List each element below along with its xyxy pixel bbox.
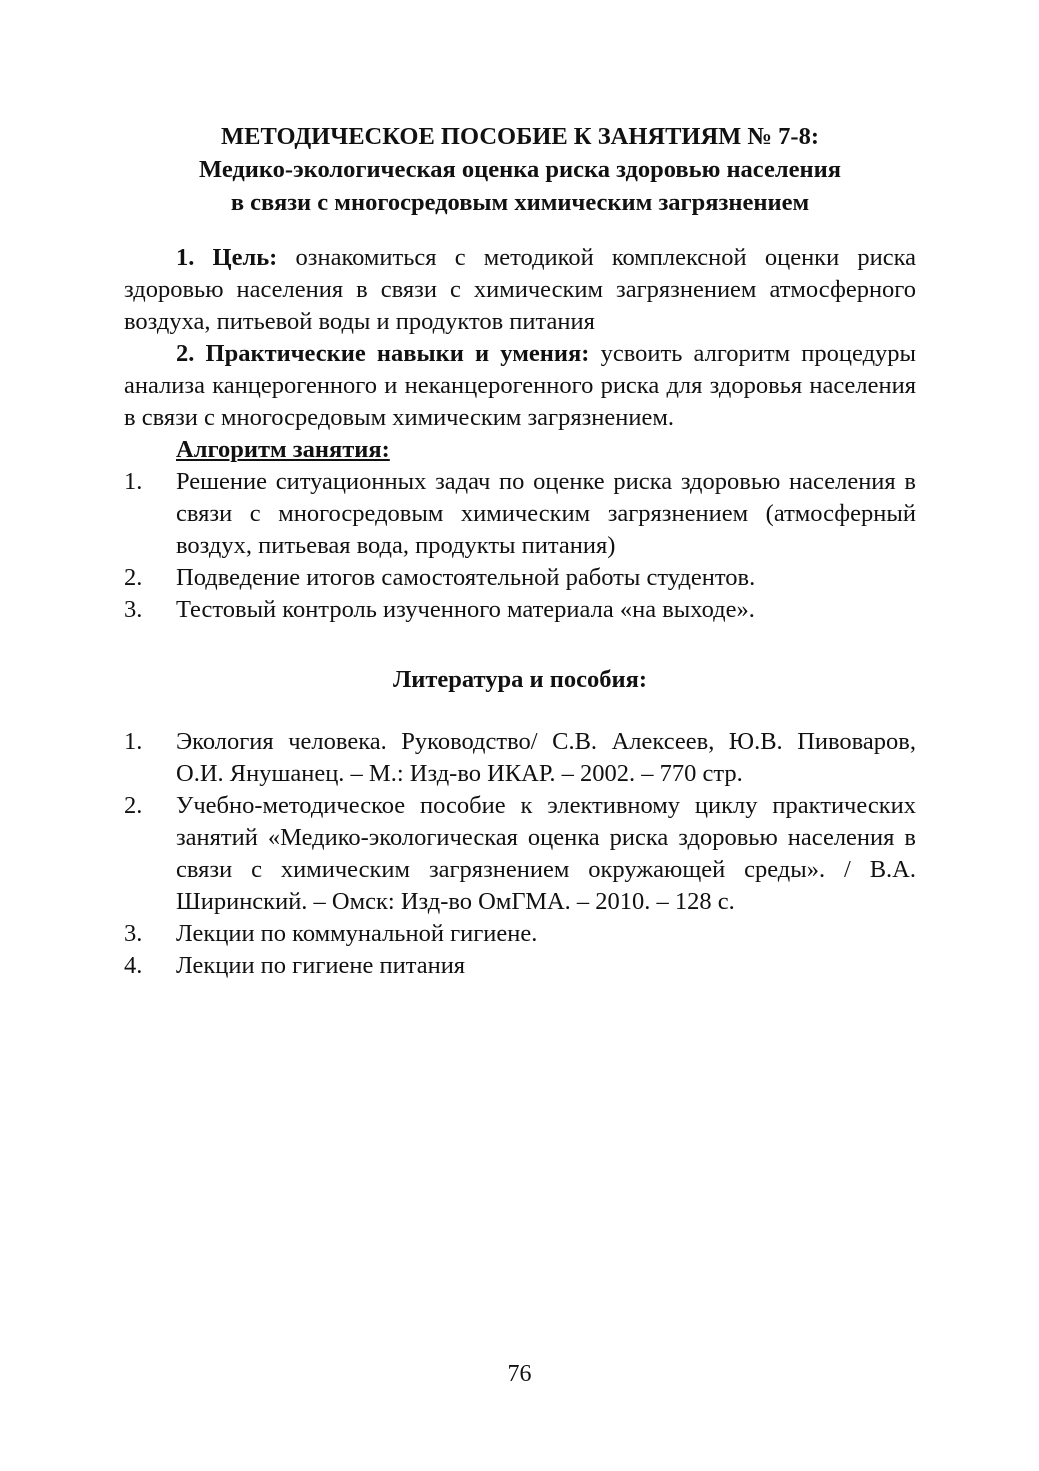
list-item [124, 562, 916, 594]
goal-text: ознакомиться с методикой комплексной оценки риска здоровью населения в связи с химическим загрязнением атмосферного воздуха, питьевой воды и продуктов питания [124, 244, 917, 335]
page-title [124, 120, 916, 219]
literature-heading: Литература и пособия: [393, 666, 647, 693]
title-line-1: МЕТОДИЧЕСКОЕ ПОСОБИЕ К ЗАНЯТИЯМ № 7-8: [221, 123, 819, 150]
title-line-3: в связи с многосредовым химическим загрязнением [230, 189, 810, 216]
list-item-number: 3. [124, 596, 143, 623]
list-item-number: 3. [124, 920, 143, 947]
page-content [124, 120, 916, 982]
list-item [124, 594, 916, 626]
list-item-number: 4. [124, 952, 143, 979]
algorithm-heading: Алгоритм занятия: [176, 436, 390, 463]
list-item [124, 790, 916, 918]
algorithm-list [124, 466, 916, 626]
list-item-number: 1. [124, 468, 143, 495]
list-item-number: 1. [124, 728, 143, 755]
list-item-text: Экология человека. Руководство/ С.В. Алексеев, Ю.В. Пивоваров, О.И. Янушанец. – М.: Изд-во ИКАР. – 2002. – 770 стр. [176, 728, 916, 787]
list-item-number: 2. [124, 564, 143, 591]
list-item-number: 2. [124, 792, 143, 819]
skills-paragraph [124, 338, 916, 434]
list-item-text: Лекции по гигиене питания [176, 952, 466, 979]
list-item [124, 466, 916, 562]
skills-label: 2. Практические навыки и умения: [176, 340, 590, 367]
list-item [124, 918, 916, 950]
list-item-text: Тестовый контроль изученного материала «на выходе». [176, 596, 755, 623]
list-item-text: Решение ситуационных задач по оценке риска здоровью населения в связи с многосредовым химическим загрязнением (атмосферный воздух, питьевая вода, продукты питания) [176, 468, 916, 559]
skills-text: усвоить алгоритм процедуры анализа канцерогенного и неканцерогенного риска для здоровья населения в связи с многосредовым химическим загрязнением. [124, 340, 916, 431]
title-line-2: Медико-экологическая оценка риска здоровью населения [199, 156, 841, 183]
page-number: 76 [507, 1361, 532, 1387]
list-item-text: Учебно-методическое пособие к элективному циклу практических занятий «Медико-экологическая оценка риска здоровью населения в связи с химическим загрязнением окружающей среды». / В.А. Ширинский. – Омск: Изд-во ОмГМА. – 2010. – 128 с. [176, 792, 916, 915]
list-item-text: Подведение итогов самостоятельной работы студентов. [176, 564, 756, 591]
goal-label: 1. Цель: [176, 244, 278, 271]
goal-paragraph [124, 242, 916, 338]
literature-list [124, 726, 916, 982]
list-item [124, 726, 916, 790]
list-item [124, 950, 916, 982]
list-item-text: Лекции по коммунальной гигиене. [176, 920, 538, 947]
